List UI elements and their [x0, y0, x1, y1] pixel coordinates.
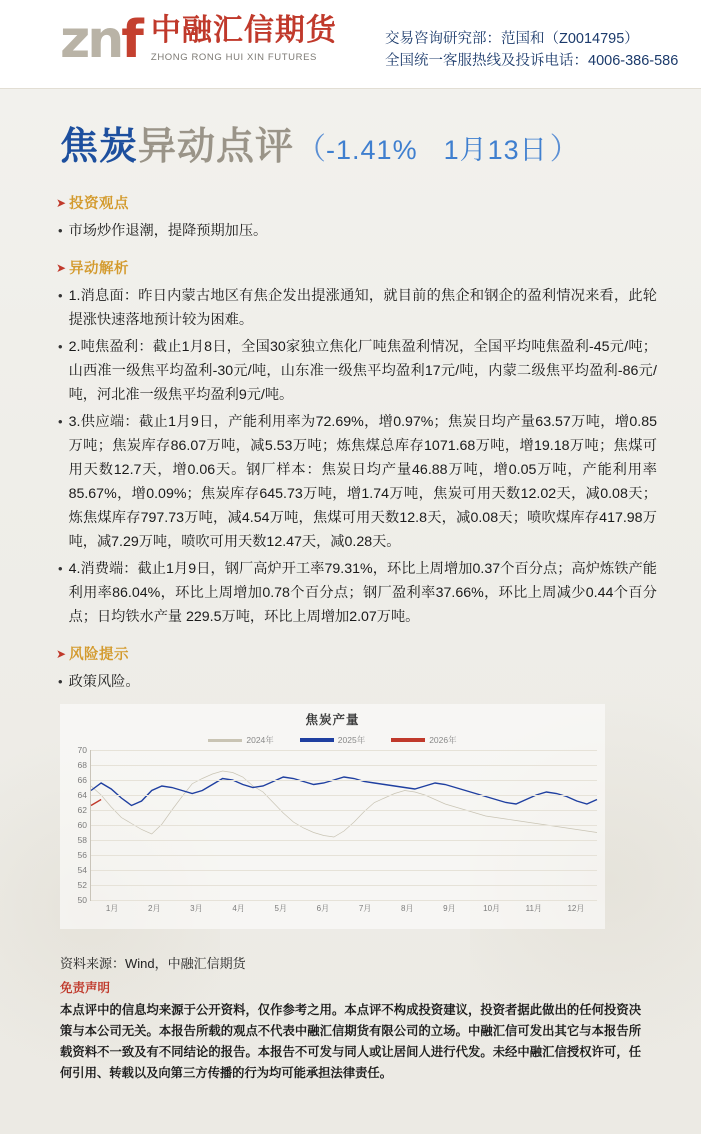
bullet-icon: • — [58, 674, 63, 689]
chart-y-tick-label: 54 — [77, 865, 87, 875]
bullet-icon: • — [58, 561, 63, 576]
title-date: 1月13日 — [443, 135, 548, 165]
logo-mark-icon: znf — [60, 10, 141, 70]
logo-company-name-cn: 中融汇信期货 — [150, 14, 337, 47]
logo-company-name-en: ZHONG RONG HUI XIN FUTURES — [150, 52, 317, 63]
chart-gridline — [91, 780, 597, 781]
chart-y-tick-label: 66 — [77, 775, 87, 785]
legend-label: 2026年 — [429, 735, 457, 745]
legend-swatch — [391, 738, 425, 742]
legend-label: 2025年 — [337, 735, 366, 745]
bullet-icon: • — [58, 288, 63, 303]
report-body — [0, 192, 701, 694]
title-change-pct: -1.41% — [326, 135, 418, 165]
section-heading-view — [56, 192, 657, 213]
list-item — [58, 335, 657, 407]
chart-coke-output — [60, 704, 605, 929]
chart-y-tick-label: 50 — [77, 895, 87, 905]
chart-legend — [60, 734, 605, 746]
chart-title: 焦炭产量 — [305, 713, 360, 727]
chart-source: 资料来源：Wind，中融汇信期货 — [60, 956, 246, 971]
chart-x-tick-label: 12月 — [567, 904, 585, 913]
header-hotline: 全国统一客服热线及投诉电话：4006-386-586 — [385, 53, 679, 69]
chart-series-line — [91, 777, 597, 806]
list-item — [58, 219, 657, 243]
chart-series-line — [91, 800, 101, 806]
title-commodity: 焦炭 — [60, 124, 139, 168]
list-item-text: 政策风险。 — [68, 674, 140, 690]
bullet-icon: • — [58, 339, 63, 354]
section-title-view: 投资观点 — [69, 196, 130, 212]
header-contact-block — [385, 28, 678, 72]
title-paren-close: ） — [549, 132, 580, 167]
legend-item-2025 — [300, 734, 365, 746]
chart-gridline — [91, 855, 597, 856]
list-item-text: 1.消息面：昨日内蒙古地区有焦企发出提涨通知，就目前的焦企和钢企的盈利情况来看，此轮提涨快速落地预计较为困难。 — [68, 288, 657, 328]
chart-y-tick-label: 68 — [77, 760, 87, 770]
section-title-risk: 风险提示 — [69, 647, 130, 663]
chart-y-tick-label: 58 — [77, 835, 87, 845]
chart-x-tick-label: 2月 — [148, 904, 161, 913]
chart-gridline — [91, 810, 597, 811]
chart-gridline — [91, 765, 597, 766]
header-analyst-line: 交易咨询研究部：范国和（Z0014795） — [385, 31, 639, 47]
chart-x-tick-label: 11月 — [525, 904, 542, 913]
legend-label: 2024年 — [246, 735, 274, 745]
chart-x-tick-label: 1月 — [105, 904, 119, 913]
list-item-text: 4.消费端：截止1月9日，钢厂高炉开工率79.31%，环比上周增加0.37个百分点；高炉炼铁产能利用率86.04%，环比上周增加0.78个百分点；钢厂盈利率37.66%，环比上周减少0.44个百分点；日均铁水产量 229.5万吨，环比上周增加2.07万吨。 — [68, 561, 657, 625]
chart-y-tick-label: 62 — [77, 805, 87, 815]
company-logo — [60, 10, 337, 70]
chart-gridline — [91, 825, 597, 826]
list-item — [58, 670, 657, 694]
legend-swatch — [300, 738, 334, 742]
chart-x-tick-label: 3月 — [190, 904, 203, 913]
chart-x-tick-label: 10月 — [483, 904, 501, 913]
chart-x-tick-label: 4月 — [232, 904, 245, 913]
chart-gridline — [91, 795, 597, 796]
chart-gridline — [91, 870, 597, 871]
list-item-text: 3.供应端：截止1月9日，产能利用率为72.69%，增0.97%；焦炭日均产量63.57万吨，增0.85万吨；焦炭库存86.07万吨，减5.53万吨；炼焦煤总库存1071.68万吨，增19.18万吨；焦煤可用天数12.7天，增0.06天。钢厂样本：焦炭日均产量46.88万吨，增0.05万吨，产能利用率85.67%，增0.09%；焦炭库存645.73万吨，增1.74万吨，焦炭可用天数12.02天，减0.08天；炼焦煤库存797.73万吨，减4.54万吨，焦煤可用天数12.8天，减0.08天；喷吹煤库存417.98万吨，减7.29万吨，喷吹可用天数12.47天，减0.28天。 — [68, 414, 657, 550]
arrow-right-icon: ➤ — [56, 260, 67, 275]
chart-gridline — [91, 900, 597, 901]
arrow-right-icon: ➤ — [56, 195, 67, 210]
chart-y-tick-label: 64 — [77, 790, 87, 800]
chart-x-tick-label: 9月 — [443, 904, 456, 913]
chart-plot-area — [77, 745, 597, 913]
section-heading-risk — [56, 643, 657, 664]
bullet-icon: • — [58, 414, 63, 429]
chart-x-tick-label: 6月 — [316, 904, 330, 913]
legend-swatch — [208, 739, 242, 742]
title-paren-open: （ — [296, 132, 327, 167]
arrow-right-icon: ➤ — [56, 646, 67, 661]
chart-y-tick-label: 70 — [77, 745, 87, 755]
chart-gridline — [91, 885, 597, 886]
disclaimer-title: 免责声明 — [60, 981, 111, 995]
list-item — [58, 284, 657, 332]
chart-x-tick-label: 5月 — [274, 904, 287, 913]
chart-x-tick-label: 7月 — [358, 904, 372, 913]
list-item-text: 2.吨焦盈利：截止1月8日，全国30家独立焦化厂吨焦盈利情况，全国平均吨焦盈利-45元/吨；山西准一级焦平均盈利-30元/吨，山东准一级焦平均盈利17元/吨，内蒙二级焦平均盈利-86元/吨，河北准一级焦平均盈利9元/吨。 — [68, 339, 657, 403]
disclaimer-body: 本点评中的信息均来源于公开资料，仅作参考之用。本点评不构成投资建议，投资者据此做出的任何投资决策与本公司无关。本报告所载的观点不代表中融汇信期货有限公司的立场。中融汇信可发出其它与本报告所载资料不一致及有不同结论的报告。本报告不可发与同人或让居间人进行代发。未经中融汇信授权许可，任何引用、转载以及向第三方传播的行为均可能承担法律责任。 — [60, 1003, 641, 1080]
legend-item-2026 — [391, 734, 456, 746]
bullet-icon: • — [58, 223, 63, 238]
chart-y-tick-label: 60 — [77, 820, 87, 830]
chart-x-tick-label: 8月 — [401, 904, 414, 913]
list-item-text: 市场炒作退潮，提降预期加压。 — [68, 223, 268, 239]
chart-y-tick-label: 52 — [77, 880, 87, 890]
page-title — [0, 115, 701, 170]
title-subject: 异动点评 — [138, 124, 295, 168]
chart-gridline — [91, 750, 597, 751]
page-header — [0, 0, 701, 89]
section-heading-analysis — [56, 257, 657, 278]
legend-item-2024 — [208, 734, 273, 746]
section-title-analysis: 异动解析 — [69, 261, 130, 277]
list-item — [58, 557, 657, 629]
chart-gridline — [91, 840, 597, 841]
list-item — [58, 410, 657, 554]
chart-y-tick-label: 56 — [77, 850, 87, 860]
